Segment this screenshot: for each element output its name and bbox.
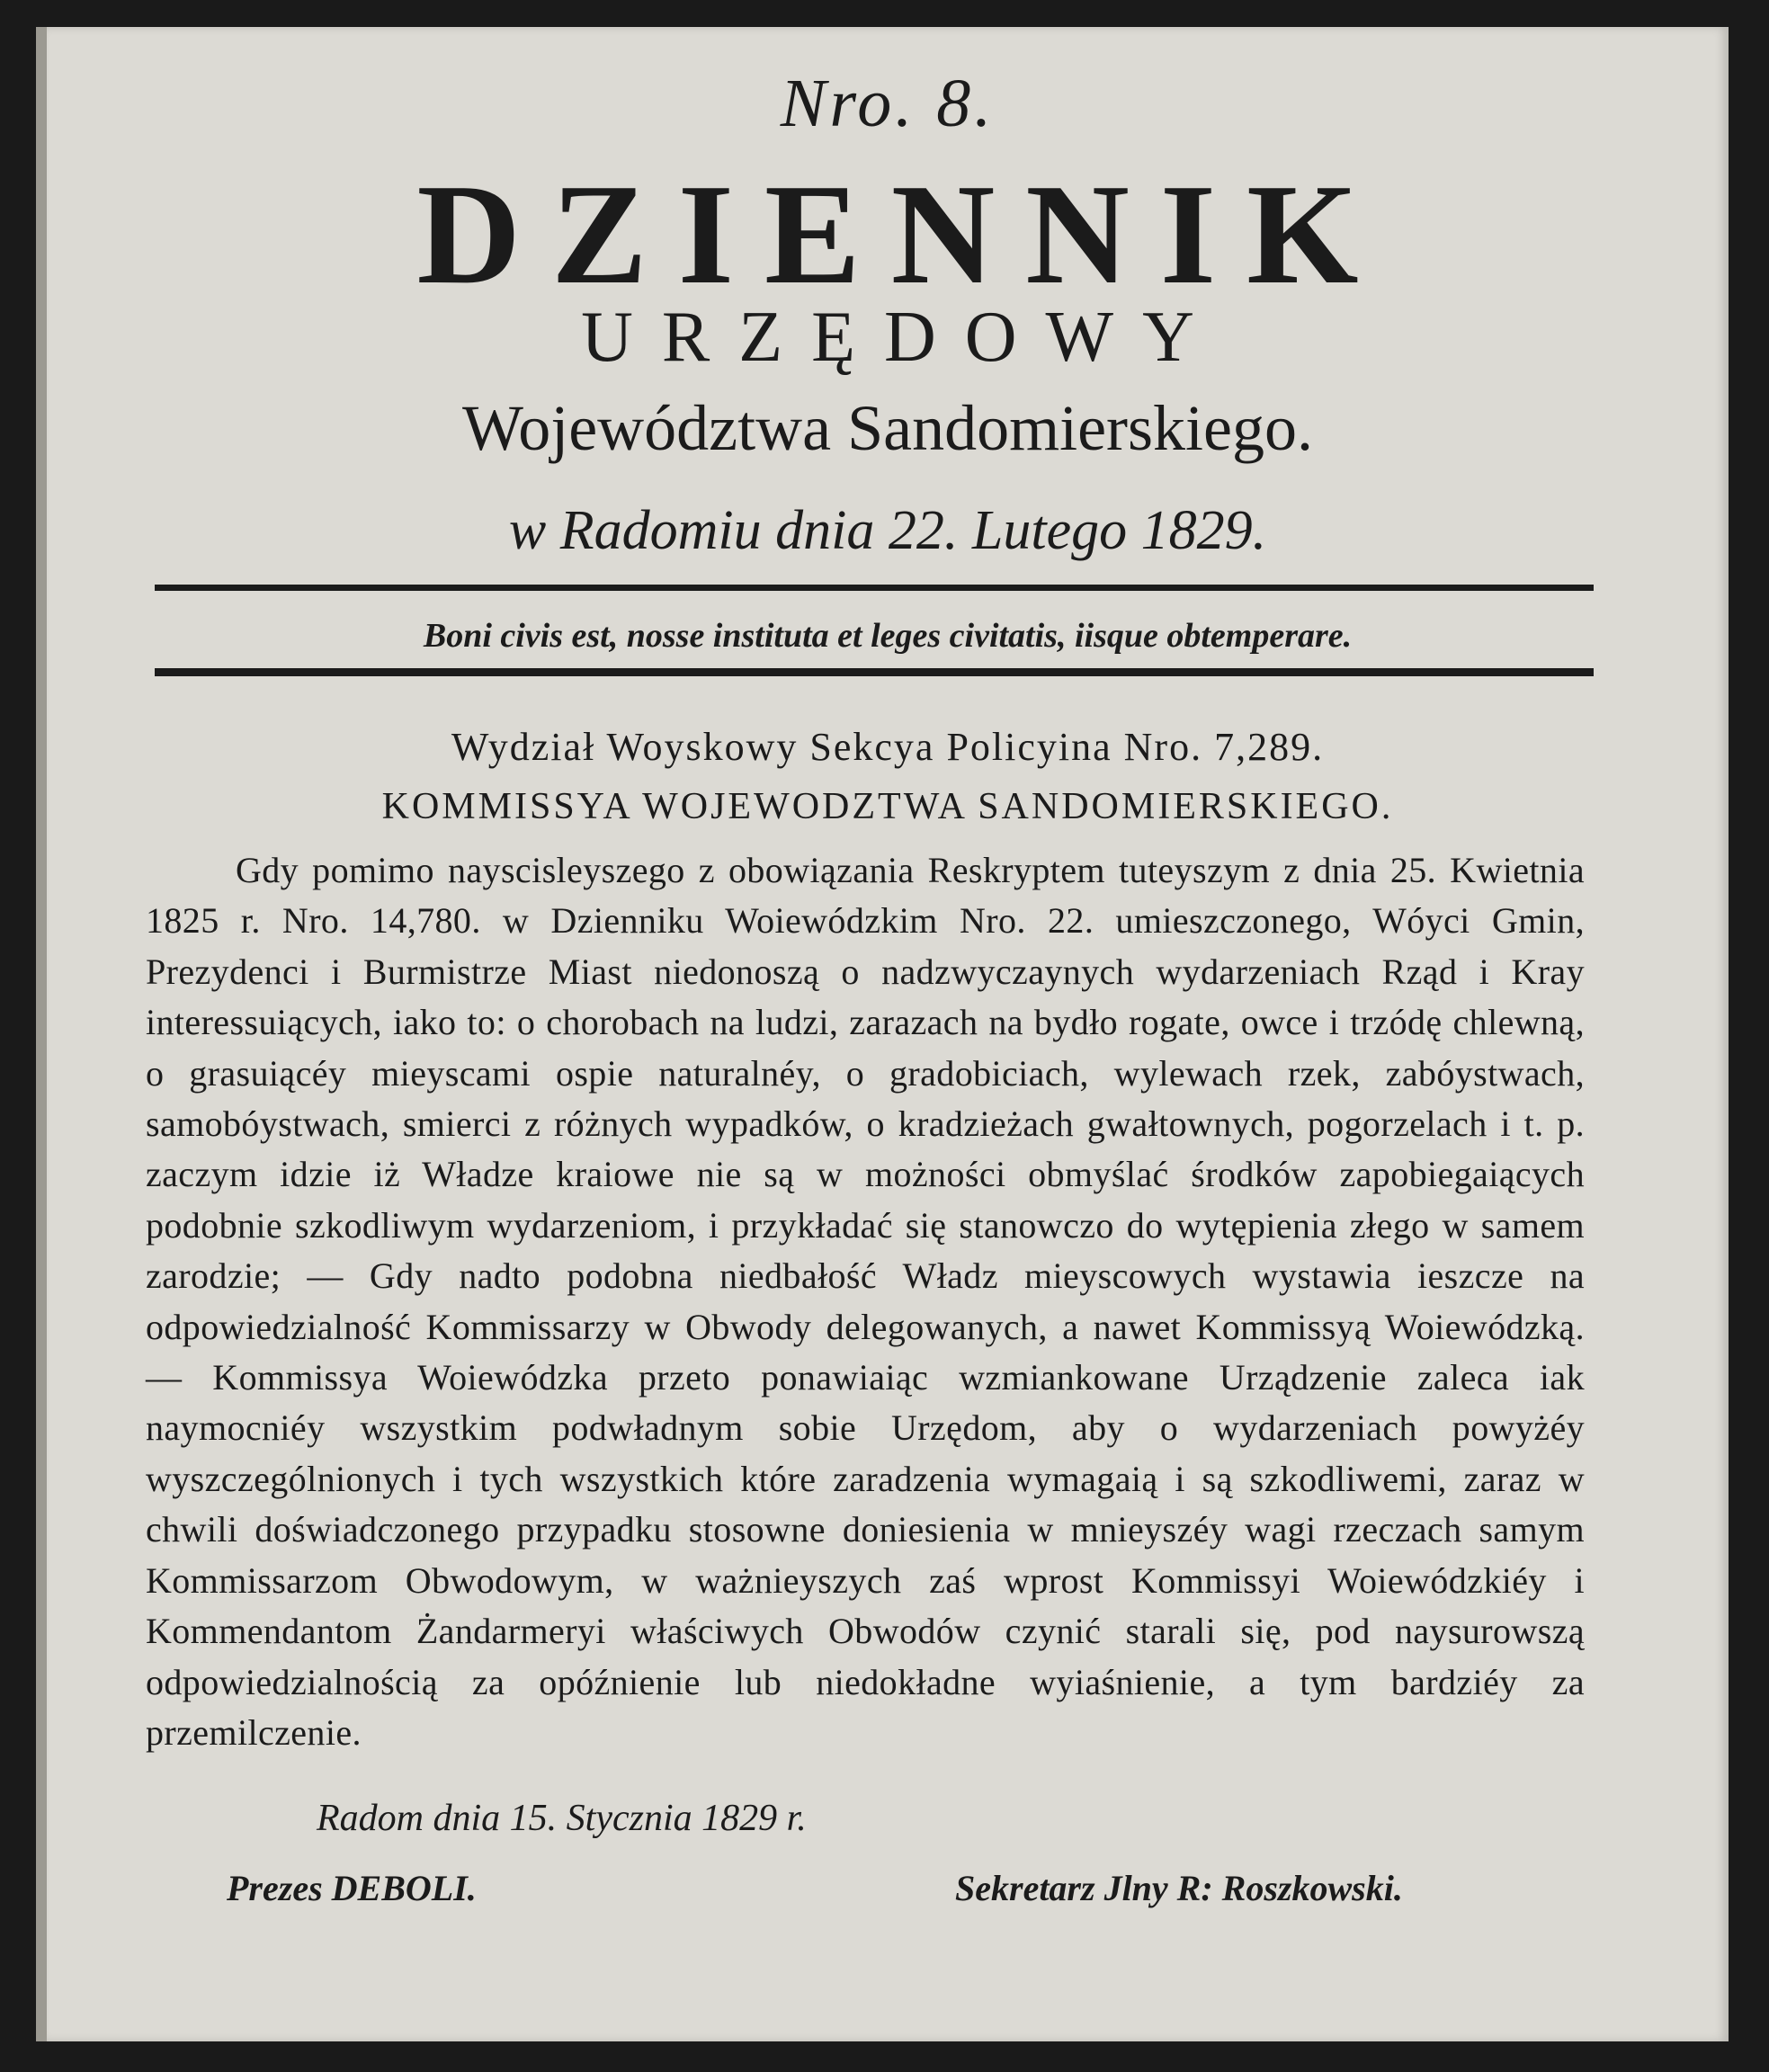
notice-body: Gdy pomimo nayscisleyszego z obowiązania Reskryptem tuteyszym z dnia 25. Kwietnia 1825 r. Nro. 14,780. w Dzienniku Woiewódzkim Nro. 22. umieszczonego, Wóyci Gmin, Prezydenci i Burmistrze Miast niedonoszą o nadzwyczaynych wydarzeniach Rząd i Kray interessuiących, iako to: o chorobach na ludzi, zarazach na bydło rogate, owce i trzódę chlewną, o grasuiącéy mieyscami ospie naturalnéy, o gradobiciach, wylewach rzek, zabóystwach, samobóystwach, smierci z różnych wypadków, o kradzieżach gwałtownych, pogorzelach i t. p. zaczym idzie iż Władze kraiowe nie są w możności obmyślać środków zapobiegaiących podobnie szkodliwym wydarzeniom, i przykładać się stanowczo do wytępienia złego w samem zarodzie; — Gdy nadto podobna niedbałość Władz mieyscowych wystawia ieszcze na odpowiedzialność Kommissarzy w Obwody delegowanych, a nawet Kommissyą Woiewódzką. — Kommissya Woiewódzka przeto ponawiaiąc wzmiankowane Urządzenie zaleca iak naymocniéy wszystkim podwładnym sobie Urzędom, aby o wydarzeniach powyżéy wyszczególnionych i tych wszystkich które zaradzenia wymagaią i są szkodliwemi, zaraz w chwili doświadczonego przypadku stosowne doniesienia w mnieyszéy wagi rzeczach samym Kommissarzom Obwodowym, w ważnieyszych zaś wprost Kommissyi Woiewódzkiéy i Kommendantom Żandarmeryi właściwych Obwodów czynić starali się, pod naysurowszą odpowiedzialnością za opóźnienie lub niedokładne wyiaśnienie, a tym bardziéy za przemilczenie. xyxy=(146,850,1585,1753)
journal-title: DZIENNIK xyxy=(416,154,1389,314)
header-rule-bottom xyxy=(155,668,1594,676)
motto: Boni civis est, nosse instituta et leges civitatis, iisque obtemperare. xyxy=(423,617,1353,655)
journal-region: Województwa Sandomierskiego. xyxy=(462,392,1313,464)
president-signature: Prezes DEBOLI. xyxy=(227,1868,477,1908)
issue-dateline: w Radomiu dnia 22. Lutego 1829. xyxy=(508,500,1267,561)
issue-number: Nro. 8. xyxy=(780,66,996,141)
header-rule-top xyxy=(155,585,1594,591)
secretary-signature: Sekretarz Jlny R: Roszkowski. xyxy=(955,1868,1403,1908)
journal-subtitle: URZĘDOWY xyxy=(581,298,1223,377)
document-page xyxy=(36,27,1729,2041)
notice-place-date: Radom dnia 15. Stycznia 1829 r. xyxy=(317,1798,807,1839)
notice-issuer: KOMMISSYA WOJEWODZTWA SANDOMIERSKIEGO. xyxy=(381,786,1394,827)
notice-reference: Wydział Woyskowy Sekcya Policyina Nro. 7,289. xyxy=(451,725,1325,769)
